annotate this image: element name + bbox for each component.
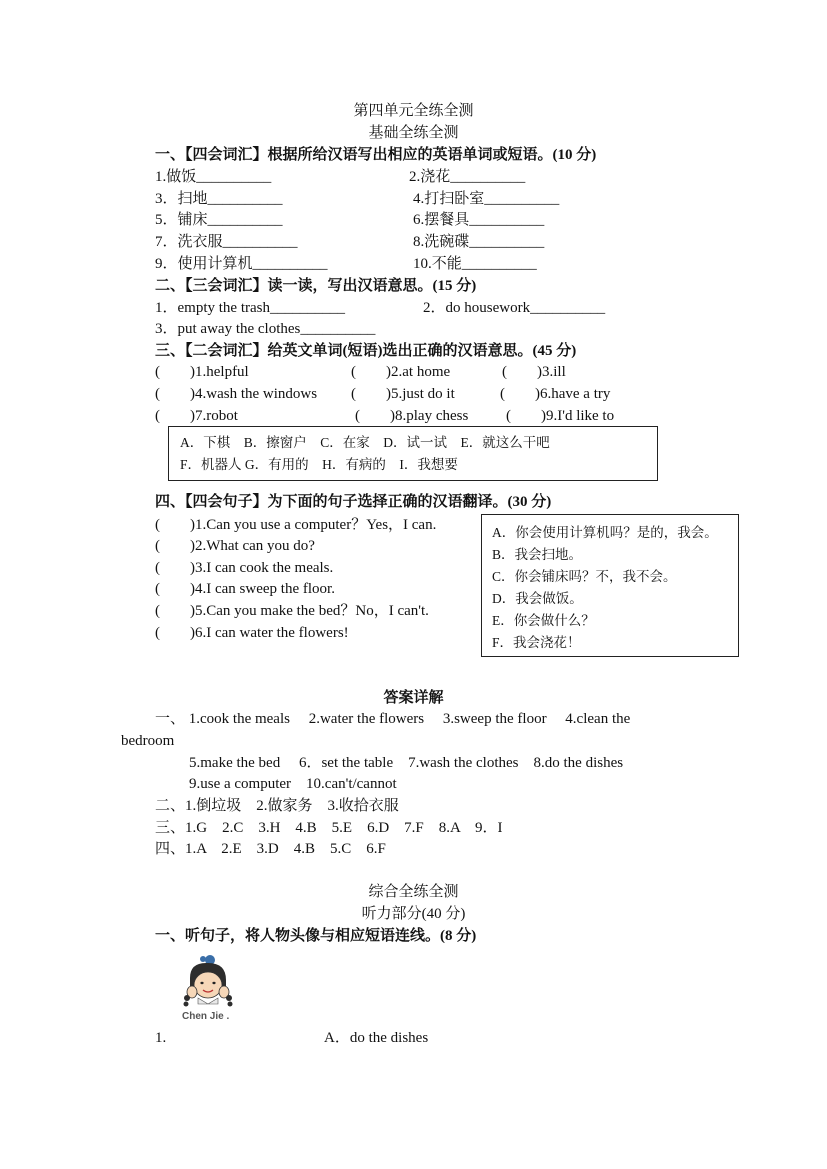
sec3-item: ( )7.robot: [155, 408, 238, 424]
sec2-item: 2．do housework__________: [423, 300, 606, 316]
sec1-heading: 一、【四会词汇】根据所给汉语写出相应的英语单词或短语。(10 分): [155, 147, 597, 163]
answers-line: 四、1.A 2.E 3.D 4.B 5.C 6.F: [155, 841, 386, 857]
sec4-item: ( )4.I can sweep the floor.: [155, 581, 335, 597]
sec1-item: 5．铺床__________: [155, 212, 283, 228]
sec4-option: B．我会扫地。: [492, 547, 583, 562]
sec4-option: D．我会做饭。: [492, 591, 583, 606]
sec3-item: ( )5.just do it: [351, 386, 455, 402]
answers-line: 二、1.倒垃圾 2.做家务 3.收拾衣服: [155, 798, 399, 814]
sec4-item: ( )3.I can cook the meals.: [155, 560, 334, 576]
sec1-item: 2.浇花__________: [409, 169, 526, 185]
sec1-item: 1.做饭__________: [155, 169, 272, 185]
sec3-item: ( )4.wash the windows: [155, 386, 318, 402]
sec1-item: 9．使用计算机__________: [155, 256, 328, 272]
unit-title: 第四单元全练全测: [353, 103, 474, 119]
answers-line: 5.make the bed 6．set the table 7.wash the clothes 8.do the dishes: [189, 755, 624, 771]
answers-line: 一、 1.cook the meals 2.water the flowers 3.sweep the floor 4.clean the: [155, 711, 631, 727]
avatar-caption: Chen Jie .: [182, 1011, 230, 1022]
answers-line: bedroom: [121, 733, 175, 749]
sec3-options-line: A．下棋 B．擦窗户 C．在家 D．试一试 E．就这么干吧: [180, 435, 550, 450]
sec3-item: ( )6.have a try: [500, 386, 611, 402]
sec4-options-box: [481, 514, 739, 657]
sec4-option: C．你会铺床吗？不，我不会。: [492, 569, 677, 584]
sec3-item: ( )9.I'd like to: [506, 408, 615, 424]
sec4-item: ( )1.Can you use a computer？Yes，I can.: [155, 517, 437, 533]
listen-item-number: 1.: [155, 1030, 167, 1046]
sec4-option: A．你会使用计算机吗？是的，我会。: [492, 525, 718, 540]
answers-line: 三、1.G 2.C 3.H 4.B 5.E 6.D 7.F 8.A 9．I: [155, 820, 503, 836]
listen-heading: 一、听句子，将人物头像与相应短语连线。(8 分): [155, 928, 477, 944]
sec3-heading: 三、【二会词汇】给英文单词(短语)选出正确的汉语意思。(45 分): [155, 343, 577, 359]
sec4-item: ( )6.I can water the flowers!: [155, 625, 349, 641]
comprehensive-title: 综合全练全测: [368, 884, 459, 900]
sec3-options-box: [168, 426, 658, 481]
answers-title: 答案详解: [383, 690, 444, 706]
listen-item-option: A．do the dishes: [324, 1030, 429, 1046]
sec2-item: 3．put away the clothes__________: [155, 321, 376, 337]
chen-jie-avatar-icon: [176, 952, 238, 1022]
sec4-item: ( )5.Can you make the bed？No，I can't.: [155, 603, 429, 619]
sec1-item: 7．洗衣服__________: [155, 234, 298, 250]
sec4-option: F．我会浇花！: [492, 635, 581, 650]
sec3-item: ( )8.play chess: [355, 408, 469, 424]
sec1-item: 8.洗碗碟__________: [413, 234, 545, 250]
sec3-item: ( )2.at home: [351, 364, 451, 380]
basic-section-title: 基础全练全测: [368, 125, 459, 141]
sec4-option: E．你会做什么？: [492, 613, 595, 628]
sec3-item: ( )1.helpful: [155, 364, 249, 380]
sec4-heading: 四、【四会句子】为下面的句子选择正确的汉语翻译。(30 分): [155, 494, 552, 510]
sec1-item: 3．扫地__________: [155, 191, 283, 207]
sec2-item: 1．empty the trash__________: [155, 300, 345, 316]
sec1-item: 4.打扫卧室__________: [413, 191, 560, 207]
sec3-item: ( )3.ill: [502, 364, 566, 380]
answers-line: 9.use a computer 10.can't/cannot: [189, 776, 397, 792]
sec1-item: 10.不能__________: [413, 256, 537, 272]
listening-title: 听力部分(40 分): [361, 906, 466, 922]
sec3-options-line: F．机器人 G．有用的 H．有病的 I．我想要: [180, 457, 458, 472]
sec2-heading: 二、【三会词汇】读一读，写出汉语意思。(15 分): [155, 278, 477, 294]
sec4-item: ( )2.What can you do?: [155, 538, 315, 554]
sec1-item: 6.摆餐具__________: [413, 212, 545, 228]
